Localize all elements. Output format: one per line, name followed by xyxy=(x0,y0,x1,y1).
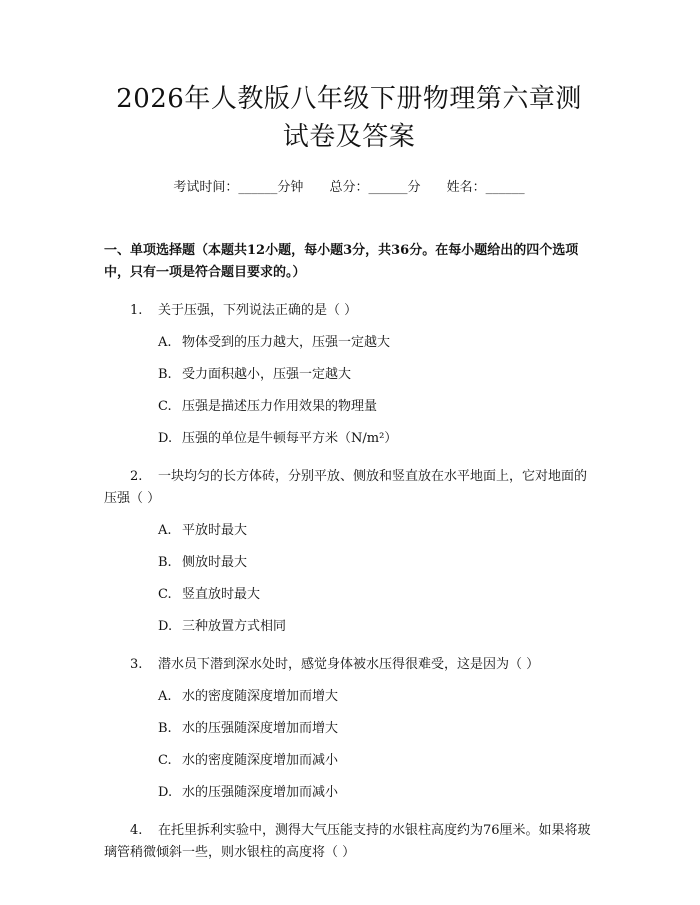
question-stem: 一块均匀的长方体砖，分别平放、侧放和竖直放在水平地面上，它对地面的压强（ ） xyxy=(104,469,588,506)
option-text: 侧放时最大 xyxy=(182,555,248,570)
option-letter: C. xyxy=(158,753,172,768)
option-letter: D. xyxy=(158,431,173,446)
option-a xyxy=(158,520,594,542)
question-number: 2. xyxy=(130,469,143,484)
question-stem: 在托里拆利实验中，测得大气压能支持的水银柱高度约为76厘米。如果将玻璃管稍微倾斜一些，则水银柱的高度将（ ） xyxy=(104,823,591,860)
question-2 xyxy=(104,466,594,638)
option-letter: D. xyxy=(158,785,173,800)
question-text xyxy=(104,300,594,322)
option-text: 水的密度随深度增加而增大 xyxy=(182,689,339,704)
question-text xyxy=(104,466,594,510)
option-letter: B. xyxy=(158,555,172,570)
option-text: 物体受到的压力越大，压强一定越大 xyxy=(182,335,391,350)
exam-meta-line xyxy=(104,178,594,198)
option-text: 三种放置方式相同 xyxy=(182,619,287,634)
option-letter: A. xyxy=(158,689,172,704)
option-b xyxy=(158,718,594,740)
option-c xyxy=(158,584,594,606)
option-b xyxy=(158,364,594,386)
option-text: 竖直放时最大 xyxy=(182,587,261,602)
option-text: 受力面积越小，压强一定越大 xyxy=(182,367,352,382)
option-b xyxy=(158,552,594,574)
option-d xyxy=(158,616,594,638)
option-list xyxy=(104,520,594,638)
option-c xyxy=(158,396,594,418)
option-list xyxy=(104,332,594,450)
option-letter: A. xyxy=(158,523,172,538)
question-text xyxy=(104,654,594,676)
question-number: 1. xyxy=(130,303,143,318)
option-text: 水的压强随深度增加而增大 xyxy=(182,721,339,736)
question-3 xyxy=(104,654,594,804)
option-letter: C. xyxy=(158,587,172,602)
option-list xyxy=(104,686,594,804)
option-a xyxy=(158,332,594,354)
option-d xyxy=(158,428,594,450)
question-stem: 潜水员下潜到深水处时，感觉身体被水压得很难受，这是因为（ ） xyxy=(158,657,540,672)
option-a xyxy=(158,686,594,708)
question-number: 3. xyxy=(130,657,143,672)
option-text: 平放时最大 xyxy=(182,523,248,538)
option-text: 压强的单位是牛顿每平方米（N/m²） xyxy=(182,431,398,446)
page-title: 2026年人教版八年级下册物理第六章测试卷及答案 xyxy=(116,84,582,152)
option-letter: B. xyxy=(158,367,172,382)
option-letter: A. xyxy=(158,335,172,350)
question-4 xyxy=(104,820,594,864)
question-number: 4. xyxy=(130,823,143,838)
option-text: 水的压强随深度增加而减小 xyxy=(182,785,339,800)
option-text: 压强是描述压力作用效果的物理量 xyxy=(182,399,378,414)
total-score-field: 总分：______分 xyxy=(329,180,421,195)
student-name-field: 姓名：______ xyxy=(446,180,525,195)
question-stem: 关于压强，下列说法正确的是（ ） xyxy=(158,303,358,318)
option-text: 水的密度随深度增加而减小 xyxy=(182,753,339,768)
section-heading: 一、单项选择题（本题共12小题，每小题3分，共36分。在每小题给出的四个选项中，只有一项是符合题目要求的。） xyxy=(104,243,579,280)
option-letter: C. xyxy=(158,399,172,414)
question-1 xyxy=(104,300,594,450)
exam-time-field: 考试时间：______分钟 xyxy=(173,180,304,195)
option-letter: B. xyxy=(158,721,172,736)
option-d xyxy=(158,782,594,804)
option-letter: D. xyxy=(158,619,173,634)
option-c xyxy=(158,750,594,772)
question-text xyxy=(104,820,594,864)
